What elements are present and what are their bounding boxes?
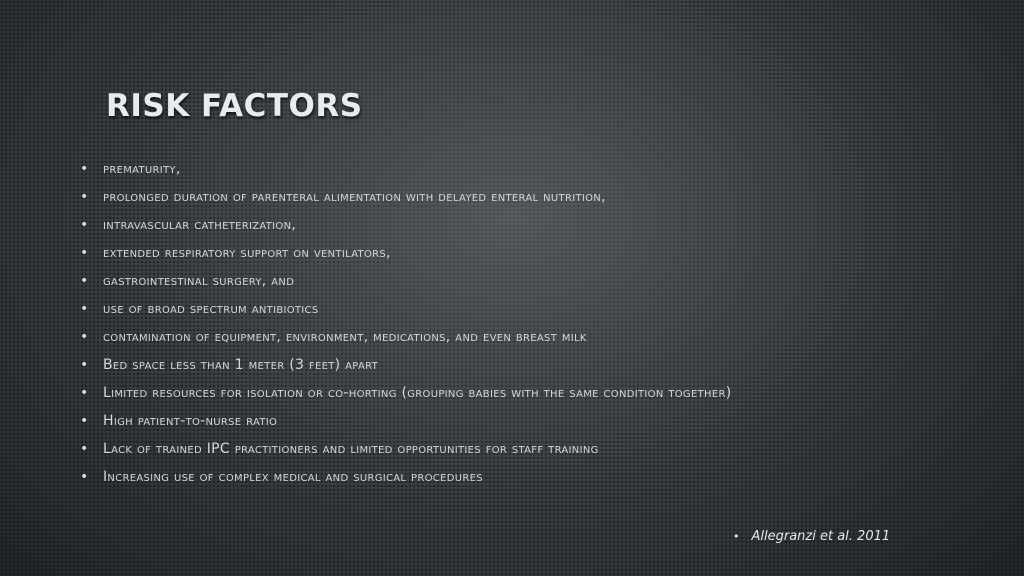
bullet-icon: • [80, 469, 89, 485]
bullet-icon: • [80, 301, 89, 317]
slide-title: RISK FACTORS [106, 88, 363, 124]
list-item: • Bed space less than 1 meter (3 feet) apart [80, 357, 379, 373]
bullet-icon: • [80, 217, 89, 233]
list-item: • contamination of equipment, environment, medications, and even breast milk [80, 329, 587, 345]
citation-text: Allegranzi et al. 2011 [751, 529, 891, 544]
bullet-icon: • [733, 530, 740, 543]
bullet-icon: • [80, 161, 89, 177]
list-item: • intravascular catheterization, [80, 217, 297, 233]
list-item: • prematurity, [80, 161, 181, 177]
list-item: • Lack of trained IPC practitioners and limited opportunities for staff training [80, 441, 599, 457]
list-item: • prolonged duration of parenteral alimentation with delayed enteral nutrition, [80, 189, 606, 205]
list-item: • gastrointestinal surgery, and [80, 273, 295, 289]
list-item: • extended respiratory support on ventilators, [80, 245, 391, 261]
bullet-icon: • [80, 357, 89, 373]
bullet-icon: • [80, 245, 89, 261]
bullet-icon: • [80, 273, 89, 289]
list-item: • Increasing use of complex medical and surgical procedures [80, 469, 483, 485]
list-item: • Limited resources for isolation or co-horting (grouping babies with the same condition together) [80, 385, 732, 401]
list-item: • use of broad spectrum antibiotics [80, 301, 319, 317]
risk-factor-list [76, 160, 856, 496]
bullet-icon: • [80, 441, 89, 457]
bullet-icon: • [80, 413, 89, 429]
list-item: • High patient-to-nurse ratio [80, 413, 278, 429]
citation [733, 529, 890, 544]
bullet-icon: • [80, 189, 89, 205]
bullet-icon: • [80, 329, 89, 345]
bullet-icon: • [80, 385, 89, 401]
